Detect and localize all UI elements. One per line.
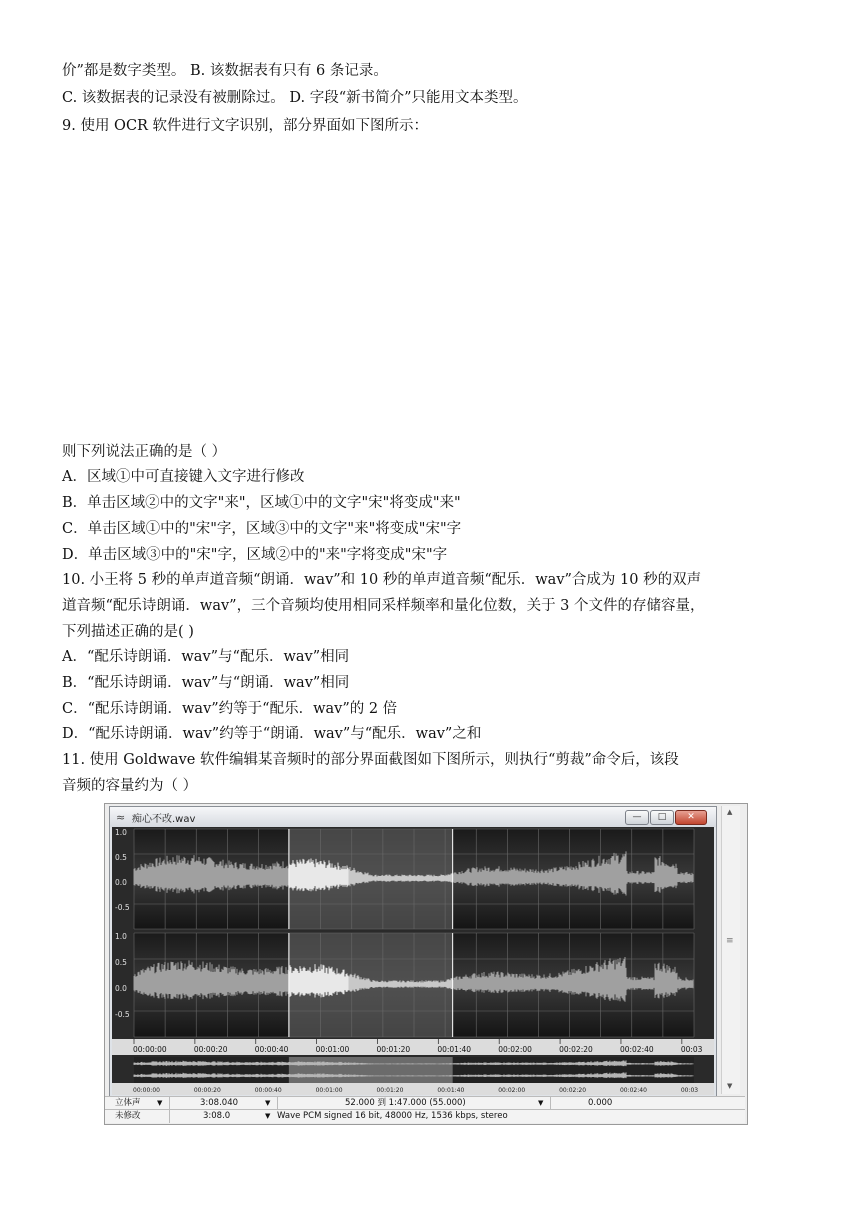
time-label: 00:02:40 (619, 1045, 654, 1054)
time-label: 00:01:20 (376, 1045, 411, 1054)
scroll-up-icon[interactable]: ▲ (727, 808, 733, 816)
audio-format: Wave PCM signed 16 bit, 48000 Hz, 1536 kbps, stereo (277, 1111, 508, 1121)
overview-time-label: 00:00:40 (254, 1087, 282, 1094)
time-label: 00:02:20 (559, 1045, 593, 1054)
line-14: D．“配乐诗朗诵．wav”约等于“朗诵．wav”与“配乐．wav”之和 (62, 726, 482, 742)
line-13: C．“配乐诗朗诵．wav”约等于“配乐．wav”的 2 倍 (62, 701, 398, 717)
overview-time-label: 00:02:40 (619, 1087, 647, 1094)
line-12: B．“配乐诗朗诵．wav”与“朗诵．wav”相同 (62, 675, 350, 691)
right-channel (134, 933, 694, 1037)
overview-time-label: 00:02:20 (559, 1087, 587, 1094)
time-label: 00:00:40 (254, 1045, 289, 1054)
overview-time-label: 00:01:20 (376, 1087, 404, 1094)
length-short: 3:08.0 (203, 1111, 231, 1121)
goldwave-screenshot (104, 803, 748, 1125)
length-dropdown-icon[interactable]: ▼ (265, 1099, 271, 1107)
amplitude-label: 0.5 (115, 853, 127, 862)
time-label: 00:00:00 (133, 1045, 167, 1054)
overview-time-label: 00:01:40 (437, 1087, 465, 1094)
status-bar-2 (105, 1109, 745, 1123)
time-label: 00:01:00 (315, 1045, 350, 1054)
line-9: 道音频“配乐诗朗诵．wav”，三个音频均使用相同采样频率和量化位数，关于 3 个文件的存储容量， (62, 598, 705, 614)
format-dropdown-icon[interactable]: ▼ (265, 1112, 271, 1120)
overview-time-label: 00:01:00 (315, 1087, 343, 1094)
amplitude-label: 0.5 (115, 958, 127, 967)
ocr-image-area (62, 150, 802, 430)
close-icon: ✕ (687, 812, 695, 822)
window-titlebar (110, 807, 716, 827)
waveform-display[interactable] (112, 827, 714, 1095)
line-10: 下列描述正确的是( ) (62, 624, 194, 640)
time-ruler (112, 1039, 714, 1055)
overview-time-label: 00:03 (680, 1087, 699, 1094)
amplitude-label: 1.0 (115, 828, 127, 837)
close-button[interactable] (675, 810, 707, 825)
selection-range: 52.000 到 1:47.000 (55.000) (345, 1098, 466, 1108)
line-1: C. 该数据表的记录没有被删除过。 D. 字段“新书简介”只能用文本类型。 (62, 90, 528, 106)
overview-time-label: 00:02:00 (498, 1087, 526, 1094)
modified-state: 未修改 (115, 1111, 141, 1121)
selection-dropdown-icon[interactable]: ▼ (538, 1099, 544, 1107)
line-6: C．单击区域①中的"宋"字，区域③中的文字"来"将变成"宋"字 (62, 521, 462, 537)
time-label: 00:02:00 (498, 1045, 532, 1054)
left-channel (134, 829, 694, 929)
line-4: A．区域①中可直接键入文字进行修改 (62, 469, 305, 485)
amplitude-label: 0.0 (115, 984, 127, 993)
sound-window (109, 806, 717, 1098)
overview-bar[interactable] (112, 1057, 714, 1095)
overview-time-label: 00:00:20 (193, 1087, 221, 1094)
status-bar-1 (105, 1096, 745, 1110)
line-2: 9. 使用 OCR 软件进行文字识别，部分界面如下图所示： (62, 118, 429, 134)
scroll-grip-icon[interactable]: ≡ (726, 936, 734, 946)
line-11: A．“配乐诗朗诵．wav”与“配乐．wav”相同 (62, 649, 350, 665)
time-label: 00:00:20 (193, 1045, 228, 1054)
maximize-button[interactable] (650, 810, 674, 825)
line-3: 则下列说法正确的是（ ） (62, 444, 227, 460)
total-length: 3:08.040 (200, 1098, 239, 1108)
channel-dropdown-icon[interactable]: ▼ (157, 1099, 163, 1107)
cursor-position: 0.000 (588, 1098, 613, 1108)
amplitude-label: -0.5 (115, 1010, 130, 1019)
minimize-icon: — (632, 812, 642, 822)
maximize-icon: □ (657, 812, 667, 822)
amplitude-label: 1.0 (115, 932, 127, 941)
window-title: 痴心不改.wav (132, 814, 196, 825)
amplitude-label: -0.5 (115, 903, 130, 912)
channel-mode: 立体声 (115, 1098, 141, 1108)
scroll-down-icon[interactable]: ▼ (727, 1082, 733, 1090)
line-5: B．单击区域②中的文字"来"，区域①中的文字"宋"将变成"来" (62, 495, 461, 511)
line-7: D．单击区域③中的"宋"字，区域②中的"来"字将变成"宋"字 (62, 547, 448, 563)
time-label: 00:01:40 (437, 1045, 472, 1054)
overview-time-label: 00:00:00 (133, 1087, 160, 1094)
line-15: 11. 使用 Goldwave 软件编辑某音频时的部分界面截图如下图所示，则执行“剪裁”命令后，该段 (62, 752, 679, 768)
minimize-button[interactable] (625, 810, 649, 825)
vertical-scrollbar[interactable] (721, 806, 740, 1094)
amplitude-label: 0.0 (115, 878, 127, 887)
line-16: 音频的容量约为（ ） (62, 778, 198, 794)
waveform-icon: ≈ (116, 811, 126, 824)
time-label: 00:03 (680, 1045, 703, 1054)
line-0: 价”都是数字类型。 B. 该数据表有只有 6 条记录。 (62, 63, 388, 79)
line-8: 10. 小王将 5 秒的单声道音频“朗诵．wav”和 10 秒的单声道音频“配乐．wav”合成为 10 秒的双声 (62, 572, 702, 588)
